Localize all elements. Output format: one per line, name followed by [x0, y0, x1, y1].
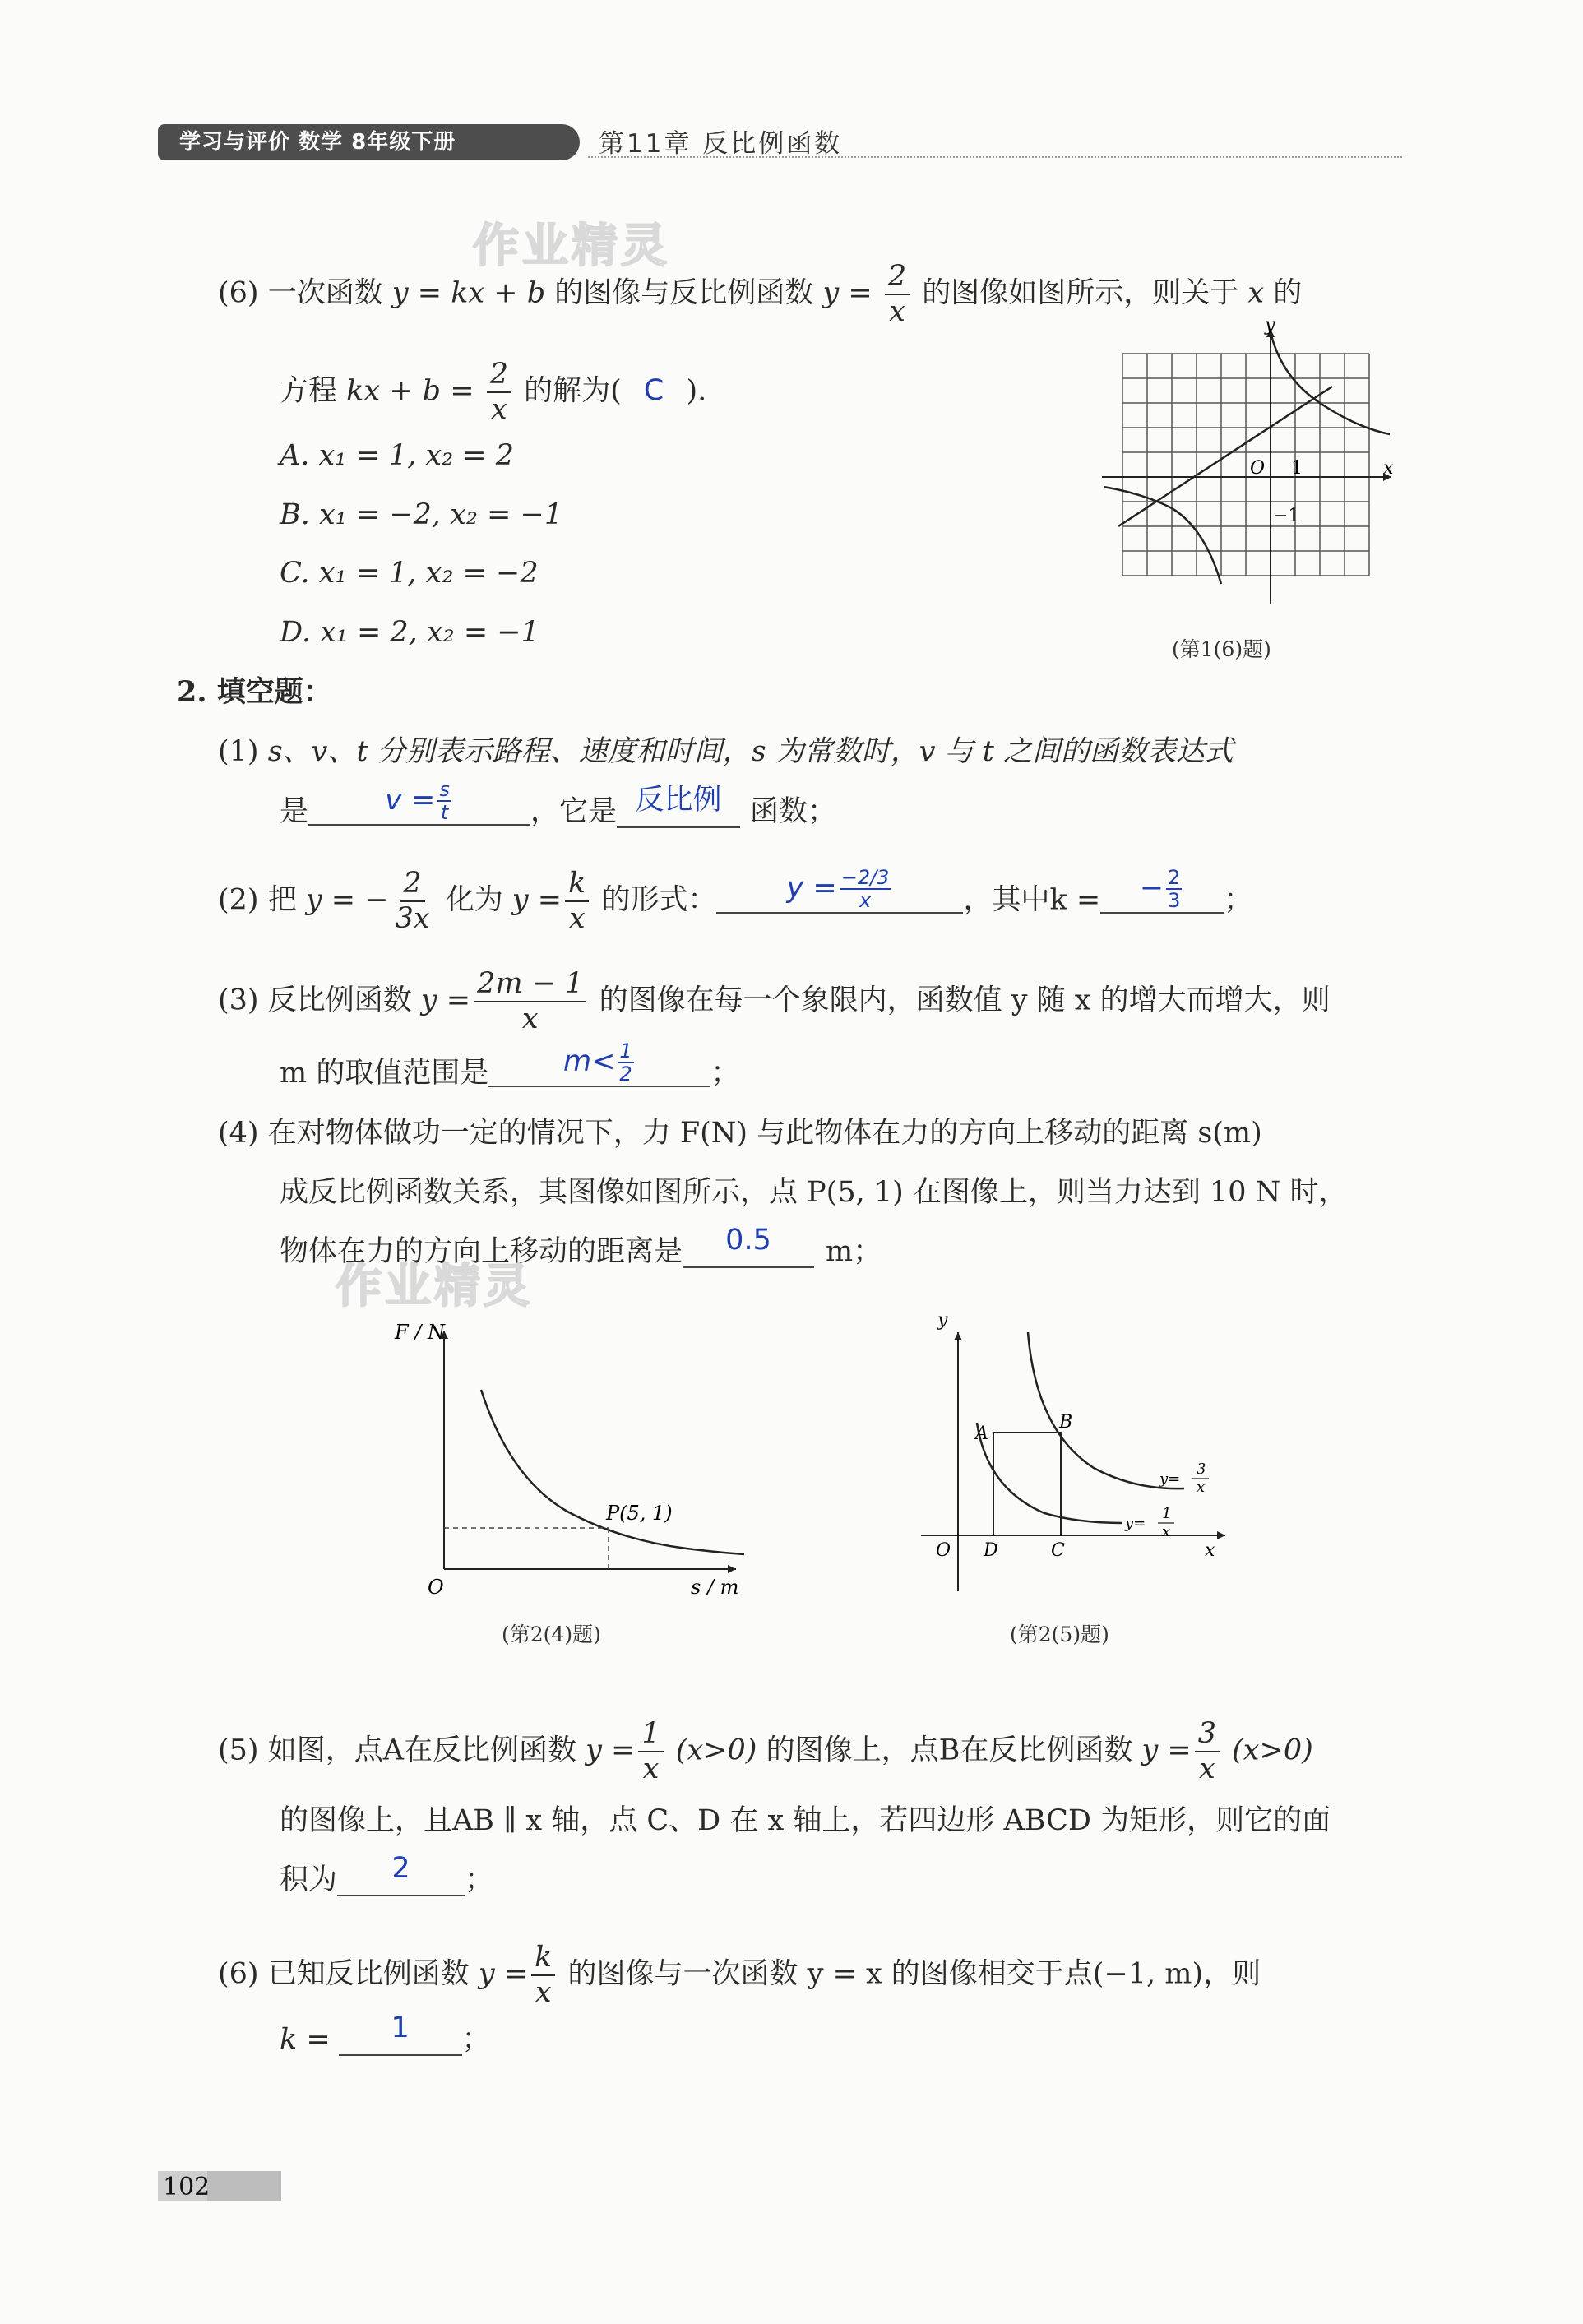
- origin-label: O: [428, 1576, 444, 1599]
- option-a: A. x₁ = 1, x₂ = 2: [280, 439, 515, 472]
- svg-text:y=: y=: [1159, 1470, 1181, 1488]
- figure-grid-hyperbola: [1085, 312, 1398, 609]
- q2-5-line2: 的图像上，且AB ∥ x 轴，点 C、D 在 x 轴上，若四边形 ABCD 为矩形，则它的面: [280, 1804, 1331, 1837]
- answer-blank[interactable]: 2: [337, 1862, 465, 1896]
- option-c: C. x₁ = 1, x₂ = −2: [280, 557, 539, 590]
- watermark: 作业精灵: [336, 1260, 533, 1313]
- axis-label: s / m: [691, 1576, 739, 1599]
- point-label: C: [1051, 1540, 1065, 1561]
- q2-3-line1: (3) 反比例函数 y = $\frac{2m - 1}{x}$ 的图像在每一个象限内，函数值 y 随 x 的增大而增大，则: [218, 967, 1331, 1035]
- origin-label: O: [936, 1540, 951, 1561]
- answer-blank[interactable]: y = $\frac{-2/3}{x}$: [716, 879, 963, 914]
- q2-5-line1: (5) 如图，点A在反比例函数 y = $\frac{1}{x}$ (x>0) 的图像上，点B在反比例函数 y = $\frac{3}{x}$ (x>0): [218, 1717, 1313, 1785]
- answer-choice: C: [643, 374, 664, 408]
- axis-label: F / N: [395, 1321, 445, 1344]
- answer-blank[interactable]: v = $\frac{s}{t}$: [308, 791, 530, 826]
- q2-4-line1: (4) 在对物体做功一定的情况下，力 F(N) 与此物体在力的方向上移动的距离 s(m): [218, 1117, 1262, 1150]
- header-divider: [588, 156, 1402, 158]
- answer-blank[interactable]: m< $\frac{1}{2}$: [488, 1053, 710, 1087]
- tick-label: 1: [1291, 458, 1303, 479]
- q2-1-line1: (1) s、v、t 分别表示路程、速度和时间，s 为常数时，v 与 t 之间的函数表达式: [218, 735, 1234, 768]
- q1-6-line1: (6) 一次函数 y = kx + b 的图像与反比例函数 y = $\frac{2}{x}$ 的图像如图所示，则关于 x 的: [218, 260, 1303, 328]
- q2-3-line2: m 的取值范围是 m< $\frac{1}{2}$ ；: [280, 1039, 740, 1090]
- q2-2-line: (2) 把 y = − $\frac{2}{3x}$ 化为 y = $\frac{k}{x}$ 的形式： y = $\frac{-2/3}{x}$ ，其中k = − $\frac{2}{3}$ ；: [218, 866, 1253, 935]
- answer-blank[interactable]: − $\frac{2}{3}$: [1100, 879, 1224, 914]
- axis-label: x: [1205, 1540, 1215, 1561]
- figure-caption: (第1(6)题): [1172, 637, 1271, 661]
- page-number: 102: [163, 2173, 211, 2201]
- section-title: 2. 填空题：: [177, 675, 332, 709]
- svg-text:x: x: [1162, 1523, 1171, 1540]
- svg-text:3: 3: [1197, 1461, 1206, 1478]
- answer-blank[interactable]: 反比例: [617, 794, 740, 828]
- q2-4-line3: 物体在力的方向上移动的距离是 0.5 m；: [280, 1224, 882, 1268]
- q2-6-line2: k = 1 ；: [280, 2012, 491, 2056]
- answer-blank[interactable]: 0.5: [683, 1234, 814, 1268]
- svg-text:x: x: [1197, 1479, 1206, 1496]
- option-b: B. x₁ = −2, x₂ = −1: [280, 498, 563, 531]
- option-d: D. x₁ = 2, x₂ = −1: [280, 616, 539, 649]
- figure-caption: (第2(4)题): [502, 1623, 601, 1646]
- q2-4-line2: 成反比例函数关系，其图像如图所示，点 P(5, 1) 在图像上，则当力达到 10 N 时，: [280, 1176, 1348, 1209]
- watermark: 作业精灵: [473, 220, 670, 273]
- figure-caption: (第2(5)题): [1010, 1623, 1109, 1646]
- figure-rectangle-hyperbolas: [913, 1308, 1242, 1604]
- point-label: D: [984, 1540, 998, 1561]
- q2-5-line3: 积为 2 ；: [280, 1852, 494, 1896]
- axis-label: x: [1383, 458, 1394, 479]
- tick-label: −1: [1273, 506, 1300, 526]
- curve-label-outer: [1159, 1461, 1209, 1496]
- point-label: A: [975, 1424, 988, 1444]
- axis-label: y: [937, 1310, 948, 1331]
- figure-force-distance: [374, 1314, 752, 1602]
- q1-6-line2: 方程 kx + b = $\frac{2}{x}$ 的解为( C ).: [280, 358, 707, 426]
- axis-label: y: [1265, 315, 1275, 336]
- chapter-title: 第11章 反比例函数: [599, 129, 843, 159]
- origin-label: O: [1250, 458, 1266, 479]
- svg-text:y=: y=: [1125, 1515, 1146, 1532]
- point-label: P(5, 1): [606, 1502, 673, 1525]
- q2-1-line2: 是 v = $\frac{s}{t}$ ，它是 反比例 函数；: [280, 778, 837, 828]
- point-label: B: [1059, 1412, 1073, 1433]
- book-title-badge: 学习与评价 数学 8年级下册: [158, 124, 580, 160]
- svg-text:1: 1: [1162, 1505, 1172, 1522]
- answer-blank[interactable]: 1: [339, 2021, 462, 2056]
- q2-6-line1: (6) 已知反比例函数 y = $\frac{k}{x}$ 的图像与一次函数 y = x 的图像相交于点(−1, m)，则: [218, 1941, 1261, 2009]
